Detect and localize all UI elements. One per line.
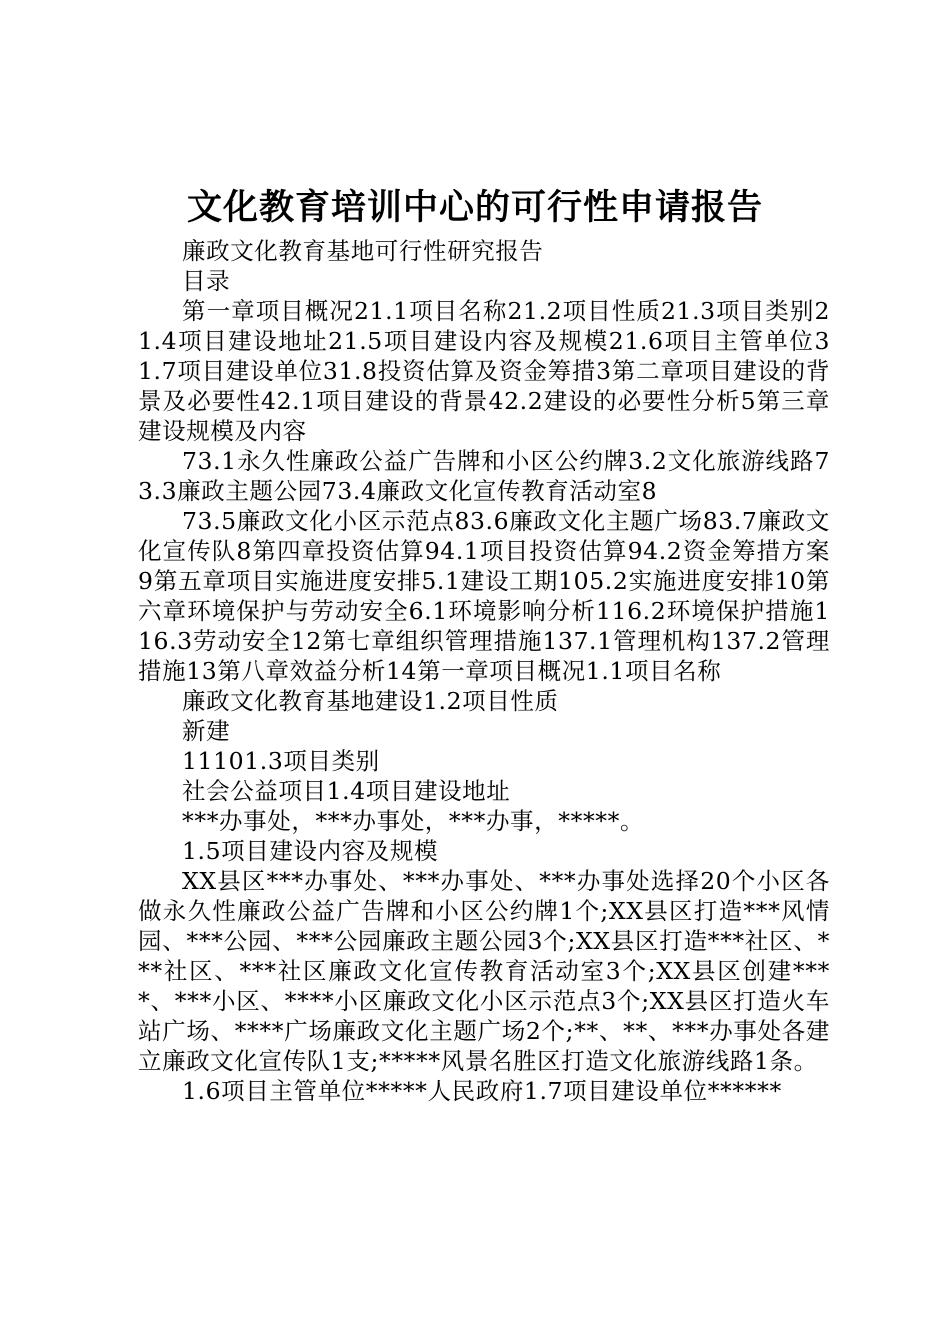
paragraph-units: 1.6项目主管单位*****人民政府1.7项目建设单位****** — [182, 1077, 782, 1105]
paragraph-project-category: 社会公益项目1.4项目建设地址 — [182, 777, 511, 805]
paragraph-toc-2: 73.1永久性廉政公益广告牌和小区公约牌3.2文化旅游线路73.3廉政主题公园73.4廉政文化宣传教育活动室8 — [138, 447, 830, 505]
paragraph-project-nature: 新建 — [182, 717, 231, 745]
paragraph-project-category-heading: 11101.3项目类别 — [182, 747, 380, 775]
paragraph-toc-1: 第一章项目概况21.1项目名称21.2项目性质21.3项目类别21.4项目建设地址21.5项目建设内容及规模21.6项目主管单位31.7项目建设单位31.8投资估算及资金筹措3第二章项目建设的背景及必要性42.1项目建设的背景42.2建设的必要性分析5第三章建设规模及内容 — [138, 297, 830, 445]
paragraph-toc-heading: 目录 — [182, 267, 231, 295]
paragraph-content-detail: XX县区***办事处、***办事处、***办事处选择20个小区各做永久性廉政公益广告牌和小区公约牌1个;XX县区打造***风情园、***公园、***公园廉政主题公园3个;XX县区打造***社区、***社区、***社区廉政文化宣传教育活动室3个;XX县区创建****、***小区、****小区廉政文化小区示范点3个;XX县区打造火车站广场、****广场廉政文化主题广场2个;**、**、***办事处各建立廉政文化宣传队1支;*****风景名胜区打造文化旅游线路1条。 — [138, 867, 830, 1075]
document-body — [138, 236, 830, 1106]
paragraph-project-address: ***办事处，***办事处，***办事，*****。 — [182, 807, 645, 835]
document-title: 文化教育培训中心的可行性申请报告 — [186, 188, 763, 228]
paragraph-content-heading: 1.5项目建设内容及规模 — [182, 837, 439, 865]
paragraph-toc-3: 73.5廉政文化小区示范点83.6廉政文化主题广场83.7廉政文化宣传队8第四章投资估算94.1项目投资估算94.2资金筹措方案9第五章项目实施进度安排5.1建设工期105.2实施进度安排10第六章环境保护与劳动安全6.1环境影响分析116.2环境保护措施116.3劳动安全12第七章组织管理措施137.1管理机构137.2管理措施13第八章效益分析14第一章项目概况1.1项目名称 — [138, 507, 830, 685]
paragraph-project-name: 廉政文化教育基地建设1.2项目性质 — [182, 687, 559, 715]
paragraph-subtitle: 廉政文化教育基地可行性研究报告 — [182, 237, 544, 265]
